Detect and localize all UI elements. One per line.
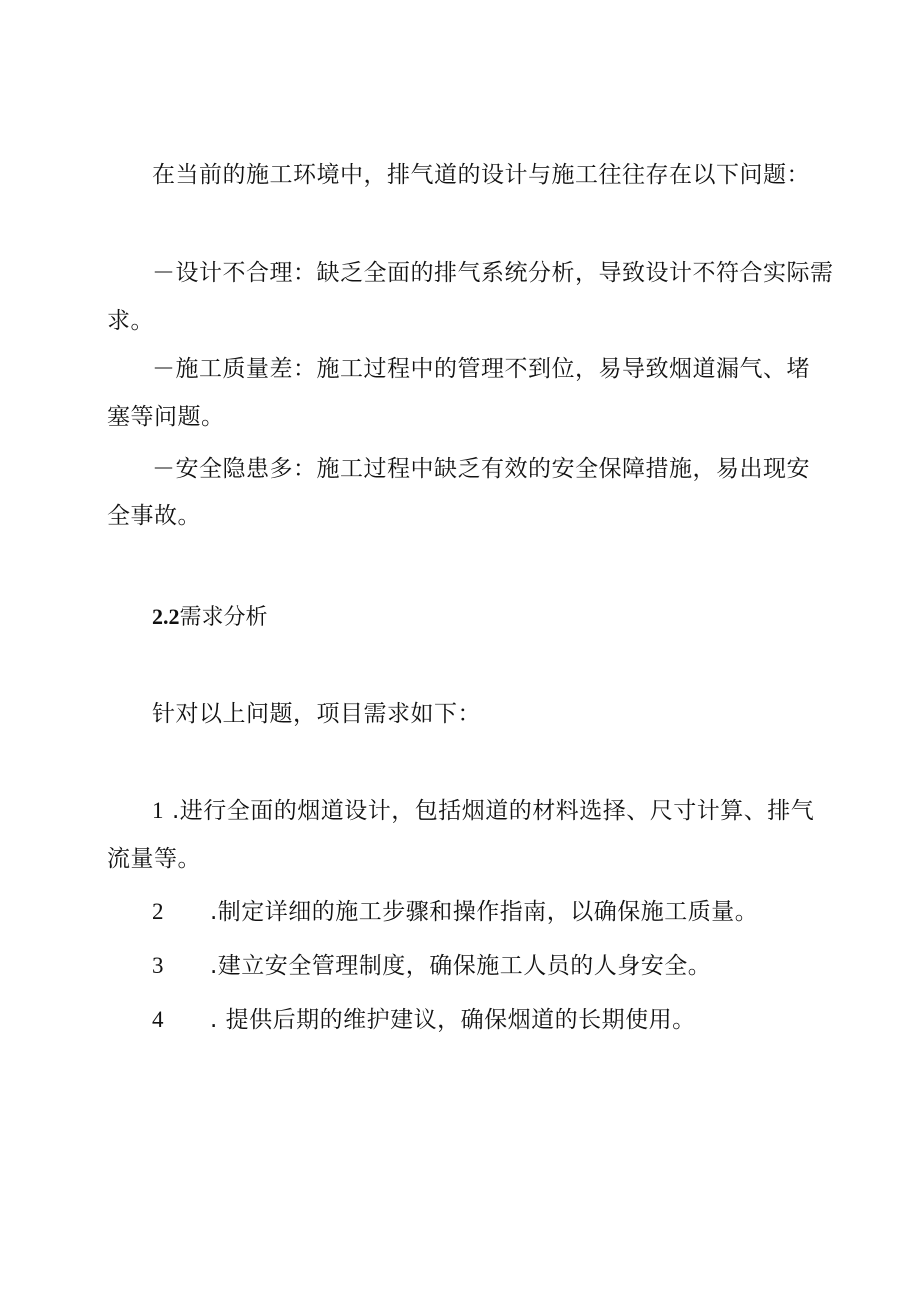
- requirement-1-line-1: [152, 787, 814, 835]
- section-title: 需求分析: [179, 605, 268, 630]
- requirement-1-line-2: 流量等。: [107, 846, 201, 872]
- requirement-2: [152, 888, 758, 936]
- requirement-3: [152, 942, 711, 990]
- problem-2-line-2: 塞等问题。: [107, 404, 225, 430]
- section-heading: [152, 602, 268, 633]
- requirement-3-text: .建立安全管理制度，确保施工人员的人身安全。: [210, 953, 712, 979]
- problem-2-line-1: －施工质量差：施工过程中的管理不到位，易导致烟道漏气、堵: [152, 356, 810, 382]
- section-number: 2.2: [152, 604, 180, 629]
- requirement-2-text: .制定详细的施工步骤和操作指南，以确保施工质量。: [210, 899, 759, 925]
- intro-paragraph: 在当前的施工环境中，排气道的设计与施工往往存在以下问题：: [152, 162, 810, 188]
- requirement-1-number: 1: [152, 798, 164, 823]
- requirement-3-number: 3: [152, 953, 164, 978]
- lead-paragraph: 针对以上问题，项目需求如下：: [152, 701, 481, 727]
- requirement-4-text: . 提供后期的维护建议，确保烟道的长期使用。: [210, 1007, 696, 1033]
- requirement-4: [152, 996, 696, 1044]
- requirement-1-text: .进行全面的烟道设计，包括烟道的材料选择、尺寸计算、排气: [172, 798, 815, 824]
- problem-3-line-2: 全事故。: [107, 503, 201, 529]
- problem-3-line-1: －安全隐患多：施工过程中缺乏有效的安全保障措施，易出现安: [152, 456, 810, 482]
- problem-1-line-2: 求。: [107, 308, 154, 334]
- problem-1-line-1: －设计不合理：缺乏全面的排气系统分析，导致设计不符合实际需: [152, 260, 834, 286]
- requirement-4-number: 4: [152, 1007, 164, 1032]
- requirement-2-number: 2: [152, 899, 164, 924]
